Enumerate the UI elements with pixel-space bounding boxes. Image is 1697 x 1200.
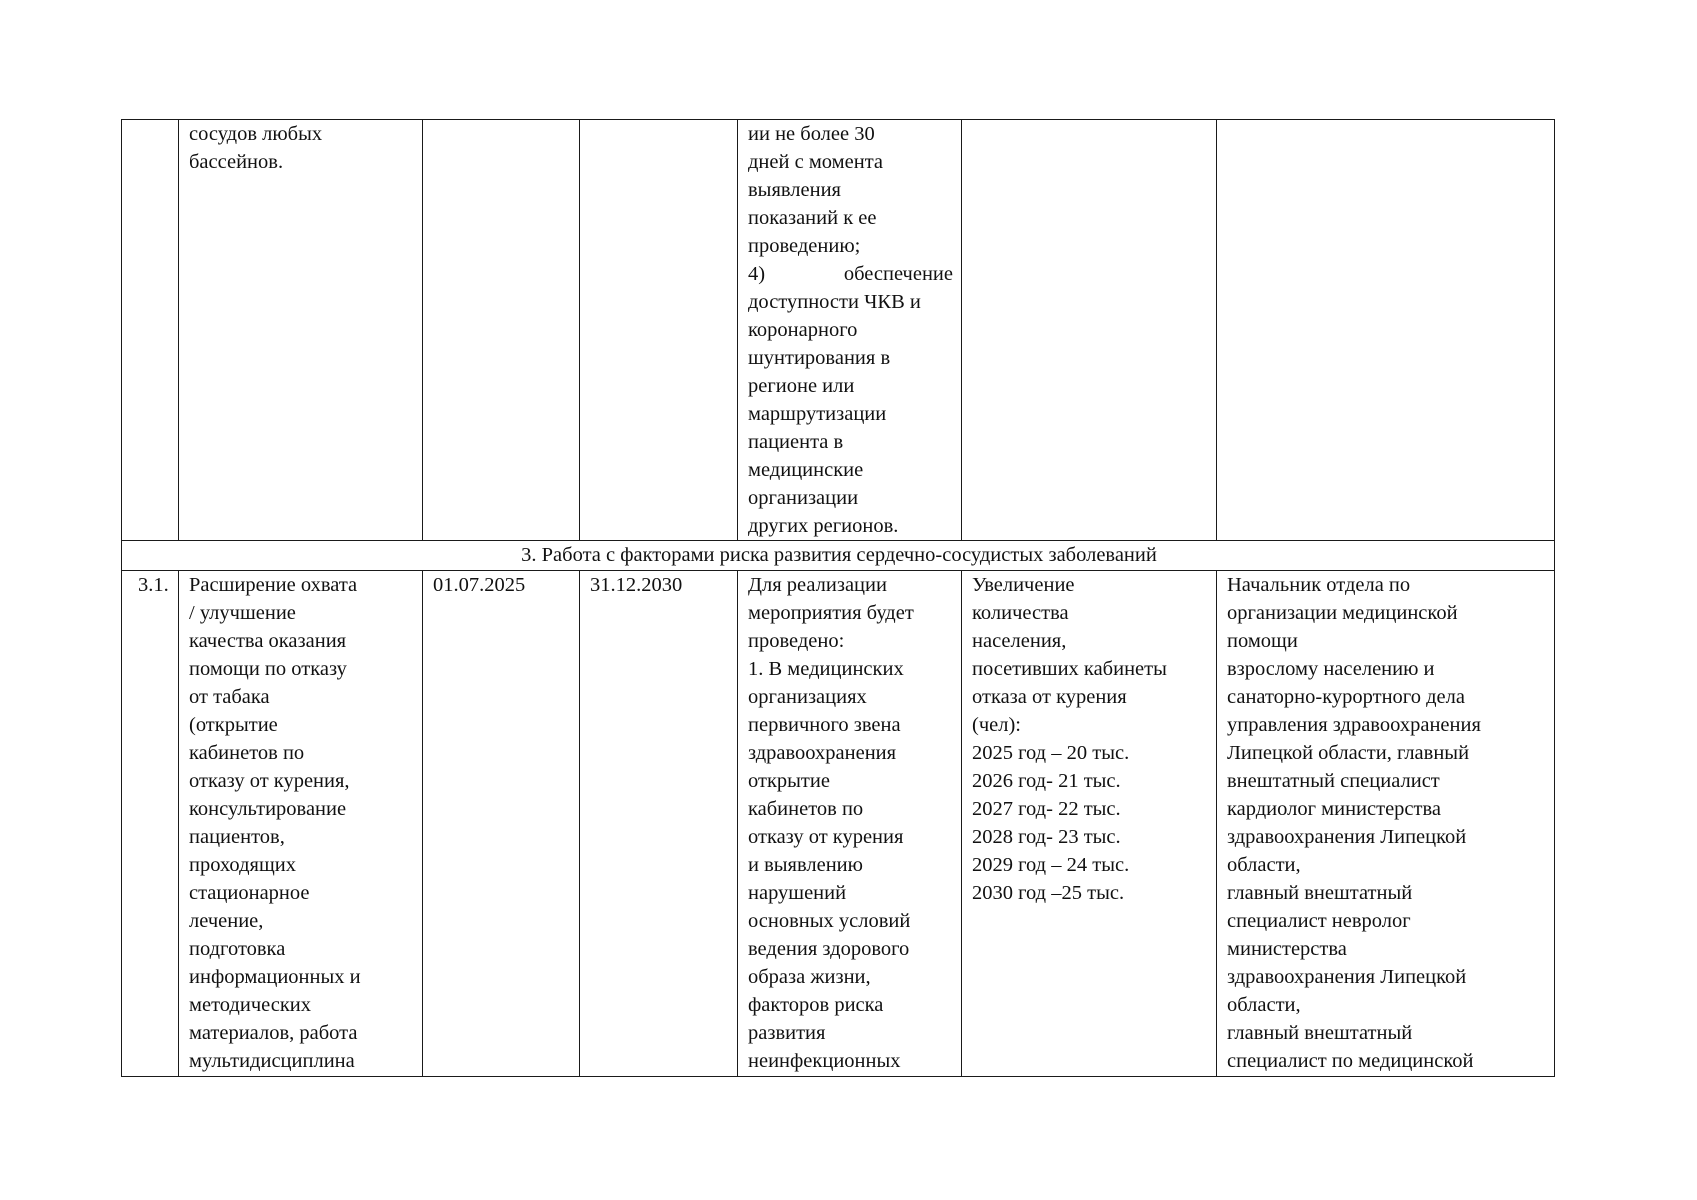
text-line: здравоохранения Липецкой [1227,826,1467,848]
text-line: Липецкой области, главный [1227,742,1470,764]
text-line: помощи [1227,630,1298,652]
text-line: здравоохранения Липецкой [1227,966,1467,988]
text-line: факторов риска [748,994,884,1016]
cell-number: 3.1. [122,571,179,1077]
text-line: показаний к ее [748,207,877,229]
text-line: проведено: [748,630,845,652]
text-line: 1. В медицинских [748,658,904,680]
text-line: министерства [1227,938,1347,960]
text-line: выявления [748,179,841,201]
text-line: основных условий [748,910,911,932]
text-line: санаторно-курортного дела [1227,686,1465,708]
cell-responsible-empty [1217,120,1555,541]
list-item-4 [748,260,953,288]
text-line: ии не более 30 [748,123,875,145]
text-line: нарушений [748,882,847,904]
text-line: специалист невролог [1227,910,1411,932]
text-line: других регионов. [748,515,899,537]
text-line: бассейнов. [189,151,284,173]
text-line: посетивших кабинеты [972,658,1167,680]
text-line: образа жизни, [748,966,871,988]
table-row-3-1 [122,571,1555,1077]
text-line: 2026 год- 21 тыс. [972,770,1121,792]
text-line: доступности ЧКВ и [748,291,921,313]
section-title: 3. Работа с факторами риска развития сердечно-сосудистых заболеваний [122,541,1555,571]
text-line: населения, [972,630,1067,652]
text-line: медицинские [748,459,864,481]
text-line: мультидисциплина [189,1050,355,1072]
text-line: отказу от курения, [189,770,350,792]
text-line: кабинетов по [748,798,864,820]
text-line: первичного звена [748,714,901,736]
table-row-continued [122,120,1555,541]
text-line: проходящих [189,854,296,876]
cell-measure-name [179,120,423,541]
measures-table [121,119,1555,1077]
text-line: материалов, работа [189,1022,358,1044]
text-line: стационарное [189,882,310,904]
text-line: организации [748,487,859,509]
text-line: кабинетов по [189,742,305,764]
text-line: организации медицинской [1227,602,1458,624]
text-line: пациента в [748,431,844,453]
section-header-row [122,541,1555,571]
text-line: / улучшение [189,602,296,624]
text-line: и выявлению [748,854,863,876]
text-line: Начальник отдела по [1227,574,1411,596]
text-line: проведению; [748,235,861,257]
text-line: Увеличение [972,574,1075,596]
text-line: специалист по медицинской [1227,1050,1474,1072]
text-line: пациентов, [189,826,285,848]
text-line: мероприятия будет [748,602,914,624]
list-number: 4) [748,263,766,285]
text-line: Для реализации [748,574,887,596]
text-line: лечение, [189,910,264,932]
text-line: отказу от курения [748,826,904,848]
text-line: области, [1227,854,1301,876]
text-line: консультирование [189,798,347,820]
cell-result [962,571,1217,1077]
text-line: управления здравоохранения [1227,714,1481,736]
cell-start-date: 01.07.2025 [423,571,580,1077]
text-line: коронарного [748,319,858,341]
text-line: (чел): [972,714,1021,736]
text-line: подготовка [189,938,286,960]
text-line: маршрутизации [748,403,887,425]
text-line: ведения здорового [748,938,910,960]
text-line: количества [972,602,1069,624]
cell-responsible [1217,571,1555,1077]
text-line: 2027 год- 22 тыс. [972,798,1121,820]
cell-number-empty [122,120,179,541]
text-line: дней с момента [748,151,884,173]
text-line: методических [189,994,312,1016]
text-line: качества оказания [189,630,347,652]
text-line: 2025 год – 20 тыс. [972,742,1130,764]
text-line: главный внештатный [1227,1022,1413,1044]
text-line: помощи по отказу [189,658,347,680]
cell-end-date: 31.12.2030 [580,571,738,1077]
cell-measure-name [179,571,423,1077]
text-line: Расширение охвата [189,574,358,596]
text-line: 2028 год- 23 тыс. [972,826,1121,848]
text-line: организациях [748,686,867,708]
text-line: кардиолог министерства [1227,798,1441,820]
text-line: внештатный специалист [1227,770,1440,792]
list-word: обеспечение [843,263,953,285]
cell-end-date-empty [580,120,738,541]
text-line: развития [748,1022,826,1044]
text-line: информационных и [189,966,361,988]
text-line: неинфекционных [748,1050,901,1072]
text-line: главный внештатный [1227,882,1413,904]
text-line: сосудов любых [189,123,323,145]
text-line: области, [1227,994,1301,1016]
text-line: 2030 год –25 тыс. [972,882,1125,904]
cell-result-empty [962,120,1217,541]
cell-start-date-empty [423,120,580,541]
cell-description [738,571,962,1077]
text-line: отказа от курения [972,686,1127,708]
text-line: от табака [189,686,270,708]
text-line: (открытие [189,714,278,736]
text-line: открытие [748,770,830,792]
text-line: здравоохранения [748,742,897,764]
text-line: 2029 год – 24 тыс. [972,854,1130,876]
text-line: шунтирования в [748,347,891,369]
text-line: взрослому населению и [1227,658,1435,680]
text-line: регионе или [748,375,855,397]
cell-description [738,120,962,541]
